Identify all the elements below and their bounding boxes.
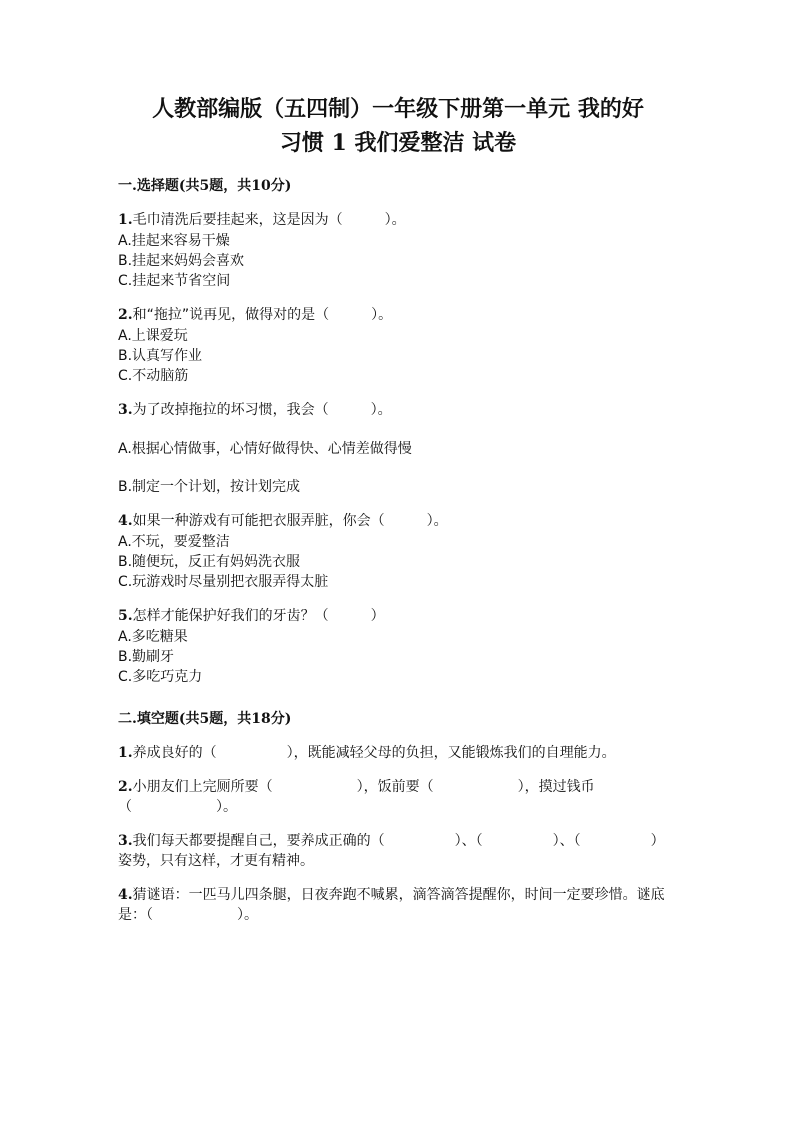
option-b: B.勤刷牙	[118, 649, 175, 665]
option-c: C.挂起来节省空间	[118, 273, 231, 289]
question-number: 4.	[118, 887, 133, 903]
fill-question-2	[118, 777, 678, 817]
option-b: B.制定一个计划，按计划完成	[118, 479, 301, 495]
choice-question-2	[118, 305, 678, 386]
question-number: 1.	[118, 212, 133, 228]
option-b: B.认真写作业	[118, 348, 203, 364]
option-c: C.不动脑筋	[118, 368, 189, 384]
option-a: A.上课爱玩	[118, 328, 188, 344]
question-stem: 我们每天都要提醒自己，要养成正确的（ ）、（ ）、（ ）姿势，只有这样，才更有精神。	[118, 833, 665, 869]
option-b: B.随便玩，反正有妈妈洗衣服	[118, 554, 301, 570]
question-stem: 养成良好的（ ），既能减轻父母的负担，又能锻炼我们的自理能力。	[132, 745, 616, 761]
question-number: 2.	[118, 307, 133, 323]
choice-question-4	[118, 511, 678, 592]
section-heading-choice: 一.选择题(共5题，共10分)	[118, 178, 292, 194]
option-b: B.挂起来妈妈会喜欢	[118, 253, 245, 269]
question-number: 5.	[118, 608, 133, 624]
title-line-2: 习惯 1 我们爱整洁 试卷	[279, 130, 517, 156]
option-a: A.根据心情做事，心情好做得快、心情差做得慢	[118, 441, 412, 457]
option-c: C.玩游戏时尽量别把衣服弄得太脏	[118, 574, 329, 590]
question-stem: 和“拖拉”说再见，做得对的是（ ）。	[132, 307, 393, 323]
question-stem: 猜谜语：一匹马儿四条腿，日夜奔跑不喊累，滴答滴答提醒你，时间一定要珍惜。谜底是：（ ）。	[118, 887, 665, 923]
fill-question-4	[118, 885, 678, 925]
question-number: 4.	[118, 513, 133, 529]
fill-question-3	[118, 831, 678, 871]
choice-question-3	[118, 400, 678, 497]
option-a: A.挂起来容易干燥	[118, 233, 230, 249]
option-c: C.多吃巧克力	[118, 669, 203, 685]
question-stem: 怎样才能保护好我们的牙齿？（ ）	[132, 608, 385, 624]
page-title	[118, 92, 678, 160]
question-stem: 小朋友们上完厕所要（ ），饭前要（ ），摸过钱币（ ）。	[118, 779, 595, 815]
option-a: A.不玩，要爱整洁	[118, 534, 230, 550]
question-number: 3.	[118, 402, 133, 418]
question-number: 3.	[118, 833, 133, 849]
question-stem: 如果一种游戏有可能把衣服弄脏，你会（ ）。	[132, 513, 448, 529]
choice-question-1	[118, 210, 678, 291]
question-number: 1.	[118, 745, 133, 761]
question-stem: 毛巾清洗后要挂起来，这是因为（ ）。	[132, 212, 406, 228]
question-number: 2.	[118, 779, 133, 795]
exam-page	[118, 92, 678, 939]
option-a: A.多吃糖果	[118, 629, 188, 645]
title-line-1: 人教部编版（五四制）一年级下册第一单元 我的好	[152, 96, 644, 122]
fill-question-1	[118, 743, 678, 763]
section-heading-fill-in: 二.填空题(共5题，共18分)	[118, 711, 292, 727]
choice-question-5	[118, 606, 678, 687]
question-stem: 为了改掉拖拉的坏习惯，我会（ ）。	[132, 402, 392, 418]
